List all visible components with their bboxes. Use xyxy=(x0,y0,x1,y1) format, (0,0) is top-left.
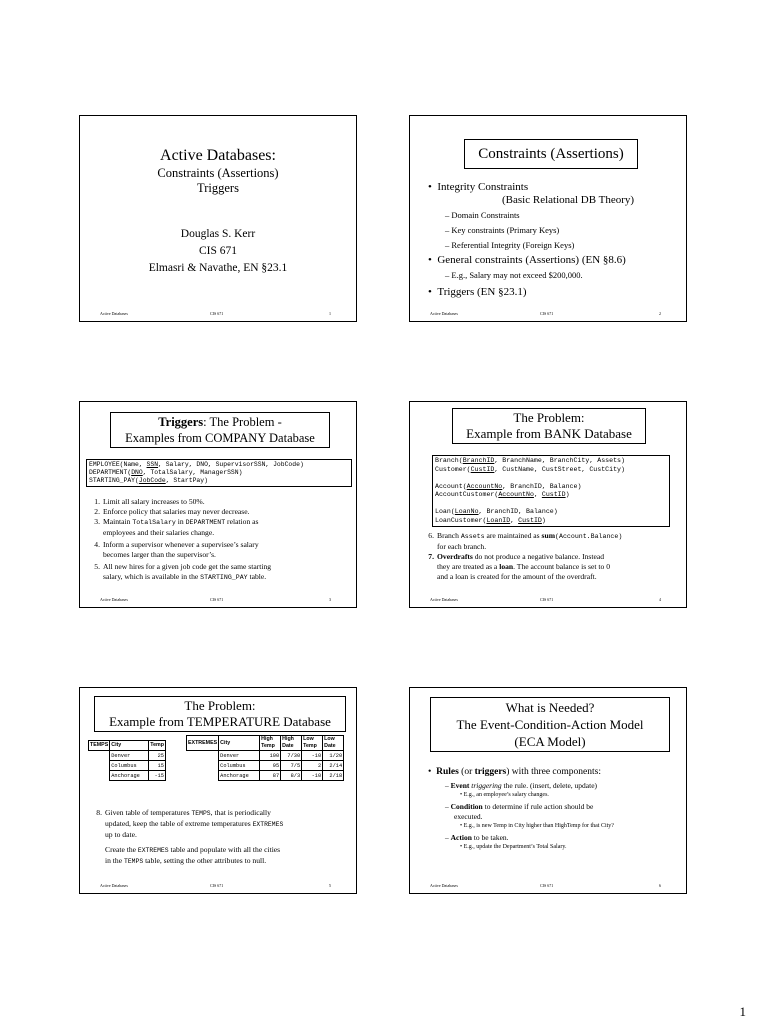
slide1-subtitle xyxy=(80,166,356,196)
s: DEPARTMENT( xyxy=(89,469,132,476)
t: Rules xyxy=(436,767,459,777)
sub-text: E.g., Salary may not exceed $200,000. xyxy=(451,270,583,280)
sub-text: Key constraints (Primary Keys) xyxy=(451,225,560,235)
num: 3. xyxy=(94,517,100,526)
num: 2. xyxy=(94,507,100,516)
s: , xyxy=(510,516,519,524)
col-header: City xyxy=(219,736,260,751)
text: TEMPS xyxy=(123,858,144,865)
footer-center: CIS 671 xyxy=(210,597,224,602)
slide-2 xyxy=(409,115,687,322)
course: CIS 671 xyxy=(198,245,238,257)
title-line2: Example from BANK Database xyxy=(466,426,632,441)
num: 6. xyxy=(428,531,434,540)
footer-left: Active Databases xyxy=(100,883,128,888)
text: DEPARTMENT xyxy=(185,519,226,526)
list-item xyxy=(88,507,348,517)
bullet-text: Integrity Constraints xyxy=(437,181,529,193)
sub-text: Referential Integrity (Foreign Keys) xyxy=(451,240,575,250)
cell: 2/14 xyxy=(323,761,344,771)
num: 5. xyxy=(94,562,100,571)
cell: 1/20 xyxy=(323,751,344,761)
s: , BranchName, BranchCity, Assets) xyxy=(494,457,625,464)
s: Branch( xyxy=(435,457,463,464)
cell: 2/18 xyxy=(323,771,344,781)
slide3-title xyxy=(110,412,330,448)
slide-5 xyxy=(79,687,357,894)
num: 1. xyxy=(94,497,100,506)
text: Given table of temperatures xyxy=(105,808,192,817)
header-row xyxy=(89,741,166,751)
slide-number: 6 xyxy=(659,883,661,888)
table-name: EXTREMES xyxy=(187,736,219,751)
s: Customer( xyxy=(435,465,471,473)
slide-6 xyxy=(409,687,687,894)
bullet-integrity-sub: (Basic Relational DB Theory) xyxy=(502,194,635,206)
list-item xyxy=(422,552,684,582)
table-row xyxy=(89,751,166,761)
col-header: Low Date xyxy=(323,736,344,751)
s: LoanCustomer( xyxy=(435,516,487,524)
s: AccountCustomer( xyxy=(435,491,499,498)
cell: 100 xyxy=(260,751,281,761)
footer-center: CIS 671 xyxy=(540,311,554,316)
table-name: TEMPS xyxy=(89,741,110,751)
text: updated, keep the table of extreme temperatures xyxy=(105,819,253,828)
t: executed. xyxy=(454,812,483,821)
s: CustID xyxy=(541,491,566,498)
footer-left: Active Databases xyxy=(430,883,458,888)
text: are maintained as xyxy=(484,531,542,540)
text: loan xyxy=(499,562,514,571)
subtitle-constraints: Constraints (Assertions) xyxy=(157,166,279,180)
text: Maintain xyxy=(103,517,133,526)
text: in the xyxy=(105,856,124,865)
slide5-title xyxy=(94,696,346,732)
cell: Columbus xyxy=(110,761,149,771)
temp-list xyxy=(90,808,350,867)
t: Action xyxy=(450,833,472,842)
text: sum xyxy=(541,531,556,540)
text: Inform a supervisor whenever a supervisee’s salary xyxy=(103,540,259,549)
text: table. xyxy=(247,572,267,581)
s: Loan( xyxy=(435,508,455,515)
cell: Anchorage xyxy=(110,771,149,781)
col-header: High Date xyxy=(281,736,302,751)
temps-table xyxy=(88,740,166,781)
table-row xyxy=(187,761,344,771)
t: Event xyxy=(450,781,470,790)
sub-key: – Key constraints (Primary Keys) xyxy=(445,225,560,235)
cell: -10 xyxy=(302,751,323,761)
table-row xyxy=(187,751,344,761)
cell: Denver xyxy=(219,751,260,761)
s: , Salary, DNO, SupervisorSSN, JobCode) xyxy=(158,461,304,468)
extremes-table xyxy=(186,735,344,781)
title-bold: Triggers xyxy=(158,415,204,429)
s: JobCode xyxy=(138,477,166,484)
text: salary, which is available in the xyxy=(103,572,201,581)
title-line1: The Problem: xyxy=(184,698,256,713)
t: E.g., update the Department’s Total Salary. xyxy=(463,844,567,850)
cell: 7/30 xyxy=(281,751,302,761)
text: and a loan is created for the amount of the overdraft. xyxy=(437,572,597,581)
sub-text: Domain Constraints xyxy=(451,210,520,220)
author: Douglas S. Kerr xyxy=(180,228,256,240)
bullet-general: • General constraints (Assertions) (EN §8.6) xyxy=(428,254,626,266)
text: table, setting the other attributes to null. xyxy=(143,856,267,865)
list-item xyxy=(90,808,350,840)
text: EXTREMES xyxy=(252,821,284,828)
s: BranchID xyxy=(462,457,495,464)
col-header: City xyxy=(110,741,149,751)
s: , CustName, CustStreet, CustCity) xyxy=(494,465,625,473)
bank-schema xyxy=(432,455,670,527)
footer-left: Active Databases xyxy=(100,597,128,602)
text: EXTREMES xyxy=(137,847,169,854)
cell: 15 xyxy=(149,761,166,771)
t: triggering xyxy=(469,781,502,790)
text: STARTING_PAY xyxy=(200,574,248,581)
text: table and populate with all the cities xyxy=(168,845,281,854)
s: AccountNo xyxy=(466,482,503,490)
text: relation as xyxy=(225,517,259,526)
bullet-text: Triggers (EN §23.1) xyxy=(437,286,527,298)
slide-number: 2 xyxy=(659,311,661,316)
s: AccountNo xyxy=(498,491,534,498)
footer-left: Active Databases xyxy=(430,311,458,316)
s: STARTING_PAY( xyxy=(89,477,139,484)
slide-1 xyxy=(79,115,357,322)
s: LoanNo xyxy=(454,508,479,515)
t: Condition xyxy=(450,802,483,811)
text: becomes larger than the supervisor’s. xyxy=(103,550,216,559)
num: 8. xyxy=(96,808,102,817)
t: ) with three components: xyxy=(506,767,601,777)
text: . The account balance is set to 0 xyxy=(513,562,610,571)
text: Limit all salary increases to 50%. xyxy=(103,497,205,506)
slide-number: 3 xyxy=(329,597,331,602)
text: employees and their salaries change. xyxy=(103,528,215,537)
sub-sub-event: • E.g., an employee’s salary changes. xyxy=(460,792,549,798)
slide1-author-block xyxy=(80,226,356,277)
subtitle-triggers: Triggers xyxy=(197,181,239,195)
list-item xyxy=(88,517,348,538)
cell: 25 xyxy=(149,751,166,761)
footer-center: CIS 671 xyxy=(210,311,224,316)
sub-salary: – E.g., Salary may not exceed $200,000. xyxy=(445,270,583,280)
s: CustID xyxy=(470,465,495,473)
text: , that is periodically xyxy=(210,808,271,817)
t: E.g., an employee’s salary changes. xyxy=(463,792,549,798)
text: TEMPS xyxy=(191,810,211,817)
slide-number: 5 xyxy=(329,883,331,888)
title-line1: What is Needed? xyxy=(505,700,595,715)
bullet-integrity: • Integrity Constraints xyxy=(428,181,529,193)
s: LoanID xyxy=(486,516,511,524)
sub-condition: – Condition to determine if rule action should be executed. xyxy=(445,802,594,821)
s: , xyxy=(533,491,542,498)
sub-referential: – Referential Integrity (Foreign Keys) xyxy=(445,240,575,250)
s: SSN xyxy=(146,461,159,468)
sub-sub-condition: • E.g., is new Temp in City higher than HighTemp for that City? xyxy=(460,823,614,829)
s: ) xyxy=(541,516,546,524)
s: , StartPay) xyxy=(165,477,208,484)
cell: -10 xyxy=(302,771,323,781)
slide1-title: Active Databases: xyxy=(160,147,276,164)
company-schema xyxy=(86,459,352,487)
text: TotalSalary xyxy=(132,519,176,526)
bullet-text: General constraints (Assertions) (EN §8.6) xyxy=(437,254,626,266)
text: Enforce policy that salaries may never decrease. xyxy=(103,507,250,516)
table-row xyxy=(89,761,166,771)
col-header: Temp xyxy=(149,741,166,751)
table-row xyxy=(187,771,344,781)
text: (Account.Balance) xyxy=(555,533,623,540)
title-line1: The Problem: xyxy=(513,410,585,425)
s: , BranchID, Balance) xyxy=(502,482,582,490)
s: ) xyxy=(565,491,570,498)
t: the rule. (insert, delete, update) xyxy=(501,781,598,790)
reference: Elmasri & Navathe, EN §23.1 xyxy=(148,262,288,274)
text: Branch xyxy=(437,531,461,540)
footer-left: Active Databases xyxy=(430,597,458,602)
cell: Columbus xyxy=(219,761,260,771)
cell: 2 xyxy=(302,761,323,771)
s: DNO xyxy=(131,469,143,476)
title-rest: : The Problem - xyxy=(203,415,282,429)
list-item xyxy=(422,531,684,552)
bullet-rules: • Rules (or triggers) with three components: xyxy=(428,767,601,777)
col-header: High Temp xyxy=(260,736,281,751)
footer-center: CIS 671 xyxy=(540,597,554,602)
footer-center: CIS 671 xyxy=(210,883,224,888)
cell: -15 xyxy=(149,771,166,781)
col-header: Low Temp xyxy=(302,736,323,751)
slide-4 xyxy=(409,401,687,608)
list-item xyxy=(88,562,348,583)
sub-action: – Action to be taken. xyxy=(445,833,509,842)
num: 7. xyxy=(428,552,434,561)
text: they are treated as a xyxy=(437,562,500,571)
title-line2: Example from TEMPERATURE Database xyxy=(109,714,331,729)
title-line3: (ECA Model) xyxy=(514,734,586,749)
sub-event: – Event triggering the rule. (insert, delete, update) xyxy=(445,781,598,790)
num: 4. xyxy=(94,540,100,549)
text: in xyxy=(175,517,186,526)
bank-list xyxy=(422,531,684,582)
sub-sub-action: • E.g., update the Department’s Total Salary. xyxy=(460,844,567,850)
cell: 8/3 xyxy=(281,771,302,781)
slide-number: 4 xyxy=(659,597,661,602)
list-item xyxy=(88,540,348,560)
slide6-title xyxy=(430,697,670,752)
t: E.g., is new Temp in City higher than HighTemp for that City? xyxy=(463,823,614,829)
bullet-triggers: • Triggers (EN §23.1) xyxy=(428,286,527,298)
slide2-body xyxy=(428,181,678,299)
title-line2: Examples from COMPANY Database xyxy=(125,431,315,445)
s: Account( xyxy=(435,482,467,490)
text: All new hires for a given job code get the same starting xyxy=(103,562,272,571)
list-item xyxy=(90,845,350,867)
header-row xyxy=(187,736,344,751)
cell: Anchorage xyxy=(219,771,260,781)
title-line2: The Event-Condition-Action Model xyxy=(456,717,644,732)
text: for each branch. xyxy=(437,542,487,551)
list-item xyxy=(88,497,348,507)
text: up to date. xyxy=(105,830,137,839)
text: Overdrafts xyxy=(437,552,473,561)
slide-3 xyxy=(79,401,357,608)
text: do not produce a negative balance. Instead xyxy=(472,552,605,561)
s: , BranchID, Balance) xyxy=(478,508,558,515)
s: CustID xyxy=(518,516,542,524)
slide6-body xyxy=(428,766,683,852)
footer-center: CIS 671 xyxy=(540,883,554,888)
text: Assets xyxy=(460,533,485,540)
t: (or xyxy=(458,767,475,777)
cell: 87 xyxy=(260,771,281,781)
company-list xyxy=(88,497,348,583)
sub-domain: – Domain Constraints xyxy=(445,210,520,220)
t: to be taken. xyxy=(471,833,509,842)
table-row xyxy=(89,771,166,781)
cell: 7/5 xyxy=(281,761,302,771)
s: , TotalSalary, ManagerSSN) xyxy=(142,469,243,476)
cell: Denver xyxy=(110,751,149,761)
t: triggers xyxy=(474,767,507,777)
cell: 95 xyxy=(260,761,281,771)
text: Create the xyxy=(105,845,138,854)
slide4-title xyxy=(452,408,646,444)
s: EMPLOYEE(Name, xyxy=(89,461,147,468)
slide-number: 1 xyxy=(329,311,331,316)
slide2-title: Constraints (Assertions) xyxy=(464,139,638,169)
t: to determine if rule action should be xyxy=(482,802,594,811)
page-number: 1 xyxy=(739,1004,746,1019)
footer-left: Active Databases xyxy=(100,311,128,316)
